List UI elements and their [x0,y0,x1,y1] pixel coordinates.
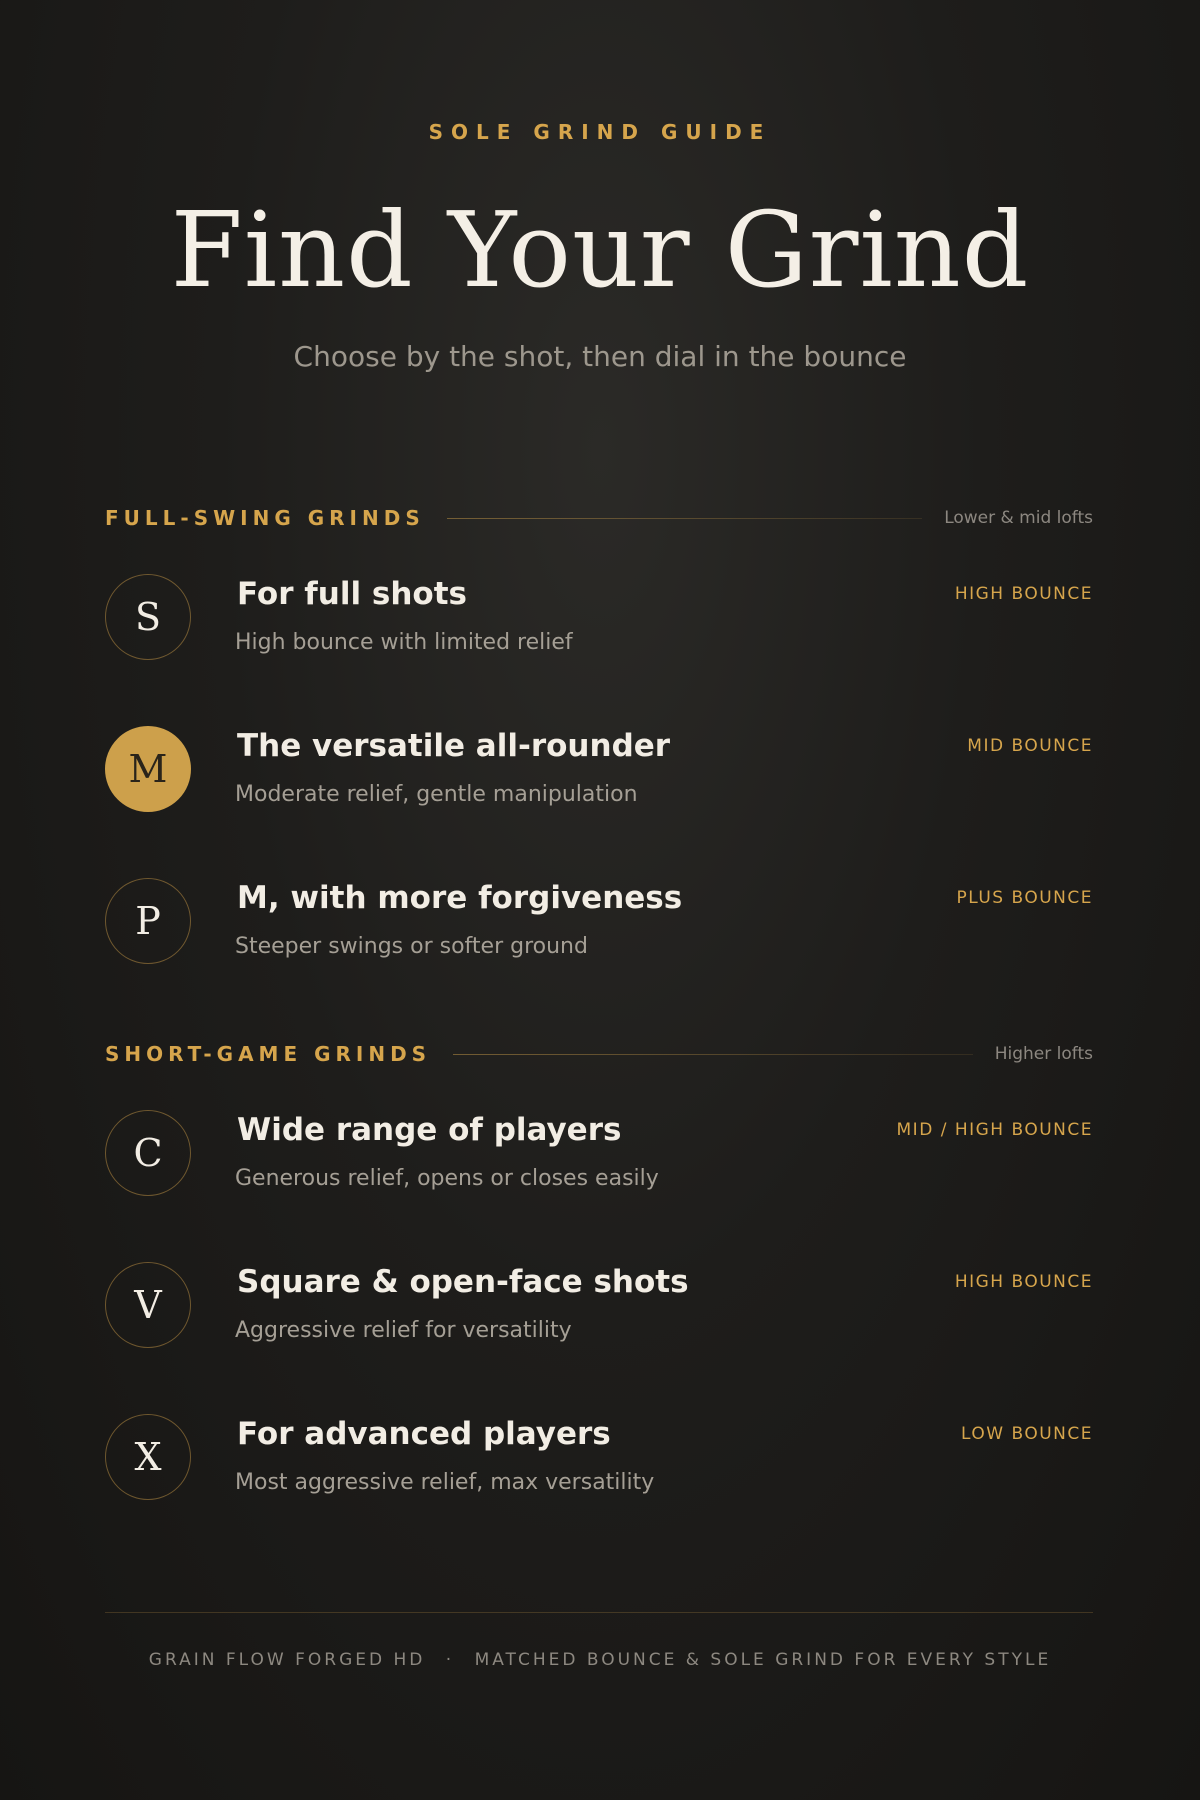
grind-description: High bounce with limited relief [235,630,573,655]
grind-title: M, with more forgiveness [237,880,683,916]
grind-badge: C [105,1110,191,1196]
grind-title: Wide range of players [237,1112,622,1148]
footer-divider [105,1612,1093,1613]
section-title: SHORT-GAME GRINDS [105,1042,432,1066]
grind-row-v[interactable] [105,1262,1093,1382]
grind-row-x[interactable] [105,1414,1093,1534]
section-divider [453,1054,973,1055]
footer-tagline: MATCHED BOUNCE & SOLE GRIND FOR EVERY STYLE [474,1650,1052,1670]
section-note: Lower & mid lofts [944,508,1093,528]
bounce-label: MID BOUNCE [967,736,1093,756]
grind-description: Most aggressive relief, max versatility [235,1470,655,1495]
bounce-label: HIGH BOUNCE [954,1272,1093,1292]
eyebrow-label: SOLE GRIND GUIDE [428,120,772,144]
page-subtitle: Choose by the shot, then dial in the bounce [293,340,907,373]
grind-description: Aggressive relief for versatility [235,1318,572,1343]
grind-description: Steeper swings or softer ground [235,934,588,959]
section-divider [447,518,922,519]
bounce-label: HIGH BOUNCE [954,584,1093,604]
grind-badge: X [105,1414,191,1500]
page-title: Find Your Grind [170,189,1030,311]
grind-title: For advanced players [237,1416,611,1452]
footer-separator: · [445,1650,455,1670]
grind-row-m[interactable] [105,726,1093,846]
grind-badge: S [105,574,191,660]
footer-brand: GRAIN FLOW FORGED HD [148,1650,426,1670]
grind-title: For full shots [237,576,467,612]
grind-row-s[interactable] [105,574,1093,694]
section-header-full-swing [105,498,1093,538]
bounce-label: PLUS BOUNCE [956,888,1093,908]
grind-row-c[interactable] [105,1110,1093,1230]
grind-badge-selected: M [105,726,191,812]
grind-description: Moderate relief, gentle manipulation [235,782,638,807]
section-title: FULL-SWING GRINDS [105,506,425,530]
grind-title: Square & open-face shots [237,1264,689,1300]
footer [0,1650,1200,1670]
section-note: Higher lofts [994,1044,1093,1064]
section-header-short-game [105,1034,1093,1074]
grind-description: Generous relief, opens or closes easily [235,1166,659,1191]
grind-row-p[interactable] [105,878,1093,998]
grind-badge: V [105,1262,191,1348]
grind-badge: P [105,878,191,964]
bounce-label: LOW BOUNCE [961,1424,1093,1444]
bounce-label: MID / HIGH BOUNCE [896,1120,1093,1140]
grind-title: The versatile all-rounder [237,728,671,764]
